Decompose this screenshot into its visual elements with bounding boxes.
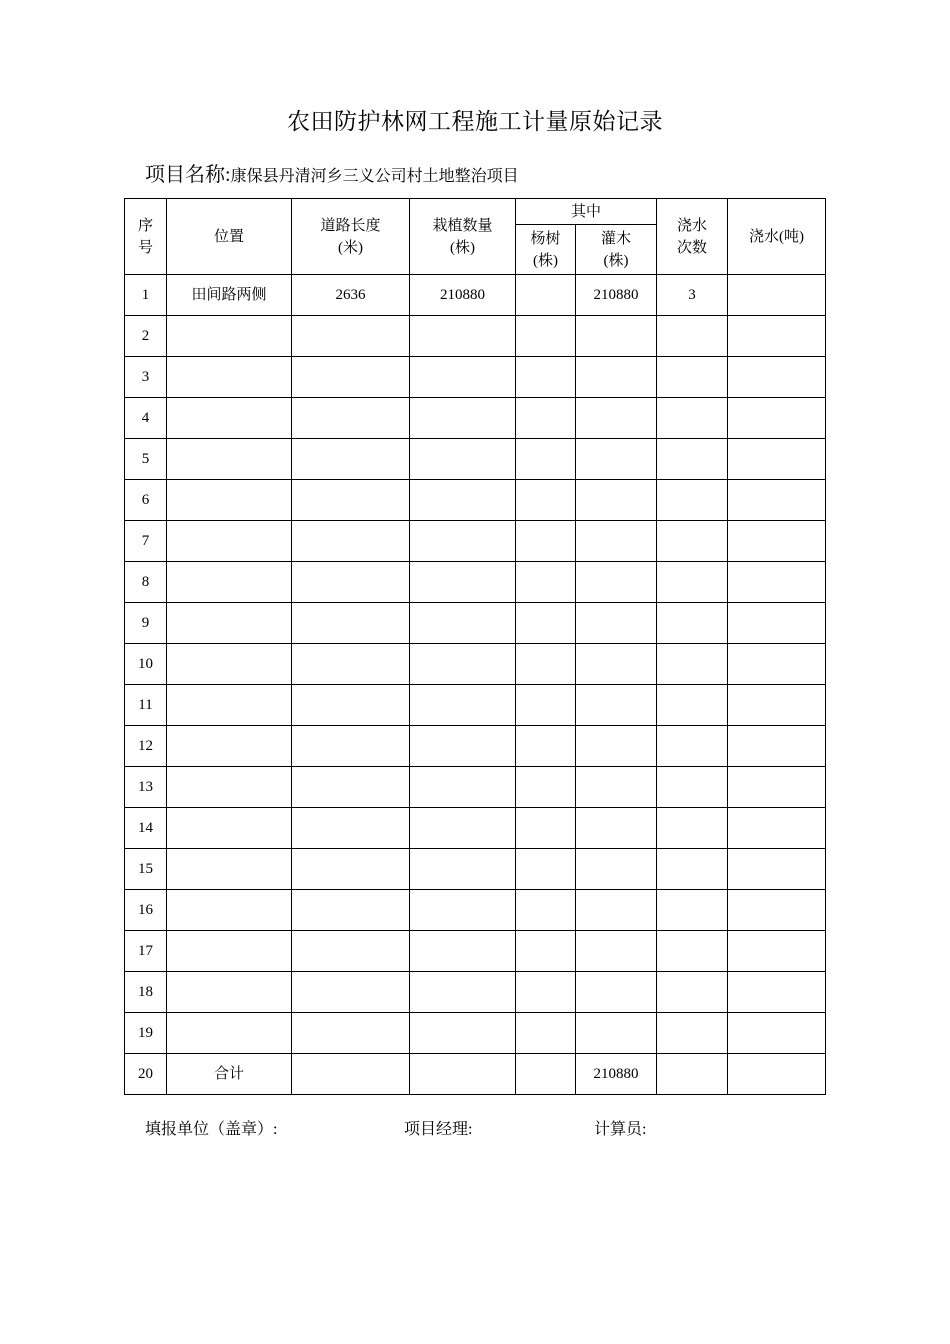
cell-water-times [657, 398, 728, 439]
cell-shrub [576, 357, 657, 398]
cell-road-length [292, 398, 410, 439]
table-row [125, 726, 826, 767]
cell-shrub: 210880 [576, 1054, 657, 1095]
cell-seq: 5 [125, 439, 167, 480]
cell-road-length: 2636 [292, 275, 410, 316]
cell-road-length [292, 1013, 410, 1054]
header-seq-line1: 序 [137, 217, 153, 234]
header-row-1 [125, 199, 826, 225]
cell-road-length [292, 808, 410, 849]
cell-location: 田间路两侧 [167, 275, 292, 316]
cell-shrub [576, 1013, 657, 1054]
cell-poplar [516, 972, 576, 1013]
table-row [125, 890, 826, 931]
cell-poplar [516, 931, 576, 972]
table-row [125, 644, 826, 685]
cell-location [167, 972, 292, 1013]
table-row [125, 275, 826, 316]
cell-water-tons [728, 398, 826, 439]
cell-water-tons [728, 767, 826, 808]
cell-plant-qty [410, 316, 516, 357]
cell-shrub [576, 726, 657, 767]
footer-unit: 填报单位（盖章）: [145, 1121, 278, 1138]
cell-water-tons [728, 521, 826, 562]
cell-seq: 2 [125, 316, 167, 357]
cell-road-length [292, 480, 410, 521]
cell-poplar [516, 480, 576, 521]
cell-water-times [657, 767, 728, 808]
cell-road-length [292, 685, 410, 726]
cell-seq: 8 [125, 562, 167, 603]
cell-shrub: 210880 [576, 275, 657, 316]
cell-plant-qty [410, 726, 516, 767]
table-row [125, 767, 826, 808]
cell-seq: 20 [125, 1054, 167, 1095]
header-shrub [576, 225, 657, 275]
table-row [125, 398, 826, 439]
cell-shrub [576, 972, 657, 1013]
cell-location [167, 726, 292, 767]
cell-road-length [292, 316, 410, 357]
cell-road-length [292, 972, 410, 1013]
project-name: 康保县丹清河乡三义公司村土地整治项目 [230, 168, 519, 185]
cell-water-tons [728, 931, 826, 972]
cell-water-tons [728, 808, 826, 849]
cell-poplar [516, 726, 576, 767]
cell-poplar [516, 275, 576, 316]
cell-plant-qty [410, 1054, 516, 1095]
cell-road-length [292, 931, 410, 972]
cell-road-length [292, 357, 410, 398]
cell-water-times [657, 972, 728, 1013]
cell-water-tons [728, 685, 826, 726]
cell-water-times [657, 603, 728, 644]
cell-seq: 11 [125, 685, 167, 726]
cell-plant-qty [410, 808, 516, 849]
cell-plant-qty [410, 562, 516, 603]
cell-poplar [516, 1054, 576, 1095]
table-row [125, 357, 826, 398]
cell-water-times [657, 931, 728, 972]
cell-road-length [292, 439, 410, 480]
cell-seq: 9 [125, 603, 167, 644]
cell-plant-qty [410, 439, 516, 480]
cell-water-times [657, 562, 728, 603]
cell-road-length [292, 890, 410, 931]
cell-shrub [576, 316, 657, 357]
cell-seq: 1 [125, 275, 167, 316]
cell-road-length [292, 1054, 410, 1095]
cell-water-tons [728, 562, 826, 603]
cell-plant-qty: 210880 [410, 275, 516, 316]
cell-shrub [576, 480, 657, 521]
table-row [125, 521, 826, 562]
cell-seq: 18 [125, 972, 167, 1013]
cell-location [167, 685, 292, 726]
cell-location [167, 439, 292, 480]
table-row [125, 1013, 826, 1054]
cell-road-length [292, 849, 410, 890]
cell-location [167, 808, 292, 849]
cell-seq: 15 [125, 849, 167, 890]
cell-seq: 3 [125, 357, 167, 398]
cell-plant-qty [410, 890, 516, 931]
project-label: 项目名称: [145, 164, 231, 186]
cell-poplar [516, 890, 576, 931]
table-row [125, 316, 826, 357]
cell-water-times [657, 849, 728, 890]
cell-plant-qty [410, 1013, 516, 1054]
cell-water-tons [728, 480, 826, 521]
cell-location [167, 603, 292, 644]
table-row [125, 931, 826, 972]
cell-road-length [292, 603, 410, 644]
cell-poplar [516, 439, 576, 480]
cell-seq: 10 [125, 644, 167, 685]
footer-manager: 项目经理: [404, 1121, 473, 1138]
cell-shrub [576, 808, 657, 849]
table-row [125, 603, 826, 644]
cell-seq: 13 [125, 767, 167, 808]
header-poplar [516, 225, 576, 275]
header-of-which: 其中 [516, 199, 657, 225]
cell-road-length [292, 767, 410, 808]
cell-location: 合计 [167, 1054, 292, 1095]
cell-water-times [657, 808, 728, 849]
header-poplar-line1: 杨树 [530, 230, 561, 247]
cell-water-tons [728, 849, 826, 890]
cell-water-tons [728, 890, 826, 931]
cell-shrub [576, 603, 657, 644]
cell-shrub [576, 562, 657, 603]
cell-shrub [576, 398, 657, 439]
cell-location [167, 644, 292, 685]
cell-water-times [657, 644, 728, 685]
cell-road-length [292, 726, 410, 767]
cell-poplar [516, 767, 576, 808]
cell-poplar [516, 521, 576, 562]
table-body [125, 275, 826, 1095]
cell-poplar [516, 357, 576, 398]
cell-water-tons [728, 439, 826, 480]
cell-water-tons [728, 357, 826, 398]
header-water-times [657, 199, 728, 275]
cell-poplar [516, 562, 576, 603]
header-plant-qty-line2: (株) [450, 239, 475, 256]
record-table [124, 198, 826, 1095]
cell-water-times [657, 1013, 728, 1054]
cell-shrub [576, 644, 657, 685]
cell-location [167, 931, 292, 972]
page-title: 农田防护林网工程施工计量原始记录 [287, 109, 663, 135]
cell-plant-qty [410, 767, 516, 808]
cell-poplar [516, 603, 576, 644]
cell-poplar [516, 316, 576, 357]
header-water-times-line2: 次数 [676, 239, 707, 256]
cell-plant-qty [410, 972, 516, 1013]
cell-water-tons [728, 726, 826, 767]
cell-location [167, 521, 292, 562]
cell-water-tons [728, 275, 826, 316]
cell-seq: 17 [125, 931, 167, 972]
cell-poplar [516, 849, 576, 890]
cell-water-times [657, 521, 728, 562]
cell-shrub [576, 521, 657, 562]
table-row [125, 808, 826, 849]
cell-location [167, 357, 292, 398]
header-road-length-line1: 道路长度 [320, 217, 381, 234]
cell-water-tons [728, 1013, 826, 1054]
cell-water-times [657, 685, 728, 726]
cell-location [167, 1013, 292, 1054]
cell-poplar [516, 644, 576, 685]
cell-shrub [576, 890, 657, 931]
header-location: 位置 [167, 199, 292, 275]
cell-poplar [516, 1013, 576, 1054]
header-shrub-line2: (株) [603, 252, 629, 269]
table-row [125, 1054, 826, 1095]
cell-water-tons [728, 316, 826, 357]
cell-shrub [576, 849, 657, 890]
cell-location [167, 890, 292, 931]
cell-water-tons [728, 644, 826, 685]
cell-seq: 4 [125, 398, 167, 439]
cell-poplar [516, 398, 576, 439]
cell-seq: 19 [125, 1013, 167, 1054]
cell-water-times [657, 1054, 728, 1095]
cell-water-times: 3 [657, 275, 728, 316]
cell-seq: 16 [125, 890, 167, 931]
cell-plant-qty [410, 357, 516, 398]
cell-water-times [657, 439, 728, 480]
table-row [125, 439, 826, 480]
cell-plant-qty [410, 644, 516, 685]
cell-shrub [576, 439, 657, 480]
cell-road-length [292, 562, 410, 603]
cell-location [167, 767, 292, 808]
cell-seq: 6 [125, 480, 167, 521]
cell-location [167, 849, 292, 890]
footer-calculator: 计算员: [594, 1121, 647, 1138]
cell-road-length [292, 521, 410, 562]
table-row [125, 562, 826, 603]
cell-plant-qty [410, 398, 516, 439]
project-line [145, 158, 519, 187]
cell-plant-qty [410, 480, 516, 521]
header-shrub-line1: 灌木 [600, 230, 631, 247]
header-plant-qty-line1: 栽植数量 [432, 217, 493, 234]
header-poplar-line2: (株) [533, 252, 558, 269]
cell-plant-qty [410, 685, 516, 726]
cell-shrub [576, 767, 657, 808]
header-road-length [292, 199, 410, 275]
cell-plant-qty [410, 931, 516, 972]
cell-water-tons [728, 603, 826, 644]
cell-plant-qty [410, 603, 516, 644]
cell-shrub [576, 685, 657, 726]
table-row [125, 972, 826, 1013]
header-road-length-line2: (米) [338, 239, 363, 256]
cell-water-times [657, 316, 728, 357]
cell-water-times [657, 726, 728, 767]
table-row [125, 685, 826, 726]
cell-seq: 7 [125, 521, 167, 562]
table-row [125, 480, 826, 521]
cell-location [167, 316, 292, 357]
cell-poplar [516, 685, 576, 726]
cell-location [167, 562, 292, 603]
cell-water-tons [728, 1054, 826, 1095]
header-water-tons: 浇水(吨) [728, 199, 826, 275]
cell-road-length [292, 644, 410, 685]
cell-water-times [657, 480, 728, 521]
header-seq [125, 199, 167, 275]
header-plant-qty [410, 199, 516, 275]
cell-water-tons [728, 972, 826, 1013]
cell-water-times [657, 890, 728, 931]
cell-location [167, 480, 292, 521]
cell-plant-qty [410, 521, 516, 562]
header-seq-line2: 号 [137, 239, 153, 256]
cell-plant-qty [410, 849, 516, 890]
table-row [125, 849, 826, 890]
cell-poplar [516, 808, 576, 849]
cell-shrub [576, 931, 657, 972]
cell-seq: 12 [125, 726, 167, 767]
header-water-times-line1: 浇水 [676, 217, 707, 234]
cell-water-times [657, 357, 728, 398]
cell-location [167, 398, 292, 439]
cell-seq: 14 [125, 808, 167, 849]
